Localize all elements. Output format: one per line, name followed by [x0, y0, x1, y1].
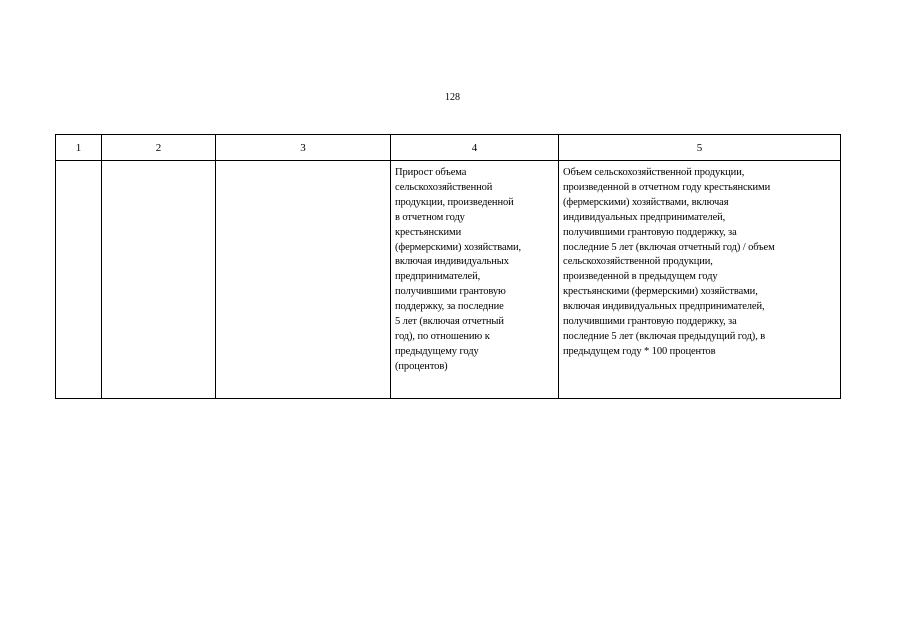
indicator-name-line: предпринимателей,: [395, 271, 481, 283]
column-header-3: 3: [216, 135, 391, 161]
column-header-2: 2: [102, 135, 216, 161]
indicator-name-line: поддержку, за последние: [395, 301, 504, 313]
column-header-1: 1: [56, 135, 102, 161]
indicator-name-line: в отчетном году: [395, 211, 465, 223]
column-header-5: 5: [559, 135, 841, 161]
cell-calculation-formula: [559, 161, 841, 399]
indicator-name-line: (фермерскими) хозяйствами,: [395, 241, 522, 253]
formula-line: индивидуальных предпринимателей,: [563, 211, 726, 223]
indicator-name-line: Прирост объема: [395, 167, 467, 178]
formula-line: (фермерскими) хозяйствами, включая: [563, 196, 729, 208]
cell-col-1: [56, 161, 102, 399]
cell-col-2: [102, 161, 216, 399]
table-header-row: [56, 135, 841, 161]
formula-line: произведенной в предыдущем году: [563, 271, 718, 283]
column-header-4: 4: [391, 135, 559, 161]
indicator-name-line: (процентов): [395, 360, 448, 372]
indicator-name-line: крестьянскими: [395, 226, 462, 238]
indicator-name-line: включая индивидуальных: [395, 256, 509, 268]
formula-line: предыдущем году * 100 процентов: [563, 345, 716, 357]
indicator-name-line: продукции, произведенной: [395, 196, 514, 208]
formula-line: последние 5 лет (включая предыдущий год), в: [563, 330, 766, 342]
formula-line: получившими грантовую поддержку, за: [563, 226, 737, 238]
table-row: [56, 161, 841, 399]
formula-line: сельскохозяйственной продукции,: [563, 256, 713, 268]
indicator-table: [55, 134, 841, 399]
indicator-name-line: 5 лет (включая отчетный: [395, 316, 504, 328]
indicator-name-line: предыдущему году: [395, 345, 479, 357]
indicator-name-line: год), по отношению к: [395, 330, 490, 342]
formula-line: включая индивидуальных предпринимателей,: [563, 301, 765, 313]
formula-line: Объем сельскохозяйственной продукции,: [563, 167, 745, 178]
indicator-name-line: получившими грантовую: [395, 286, 506, 298]
cell-indicator-name: [391, 161, 559, 399]
page-number: 128: [445, 92, 460, 103]
formula-line: получившими грантовую поддержку, за: [563, 316, 737, 328]
formula-line: последние 5 лет (включая отчетный год) / объем: [563, 241, 775, 253]
formula-line: произведенной в отчетном году крестьянскими: [563, 181, 771, 193]
cell-col-3: [216, 161, 391, 399]
indicator-name-line: сельскохозяйственной: [395, 181, 493, 193]
formula-line: крестьянскими (фермерскими) хозяйствами,: [563, 286, 758, 298]
